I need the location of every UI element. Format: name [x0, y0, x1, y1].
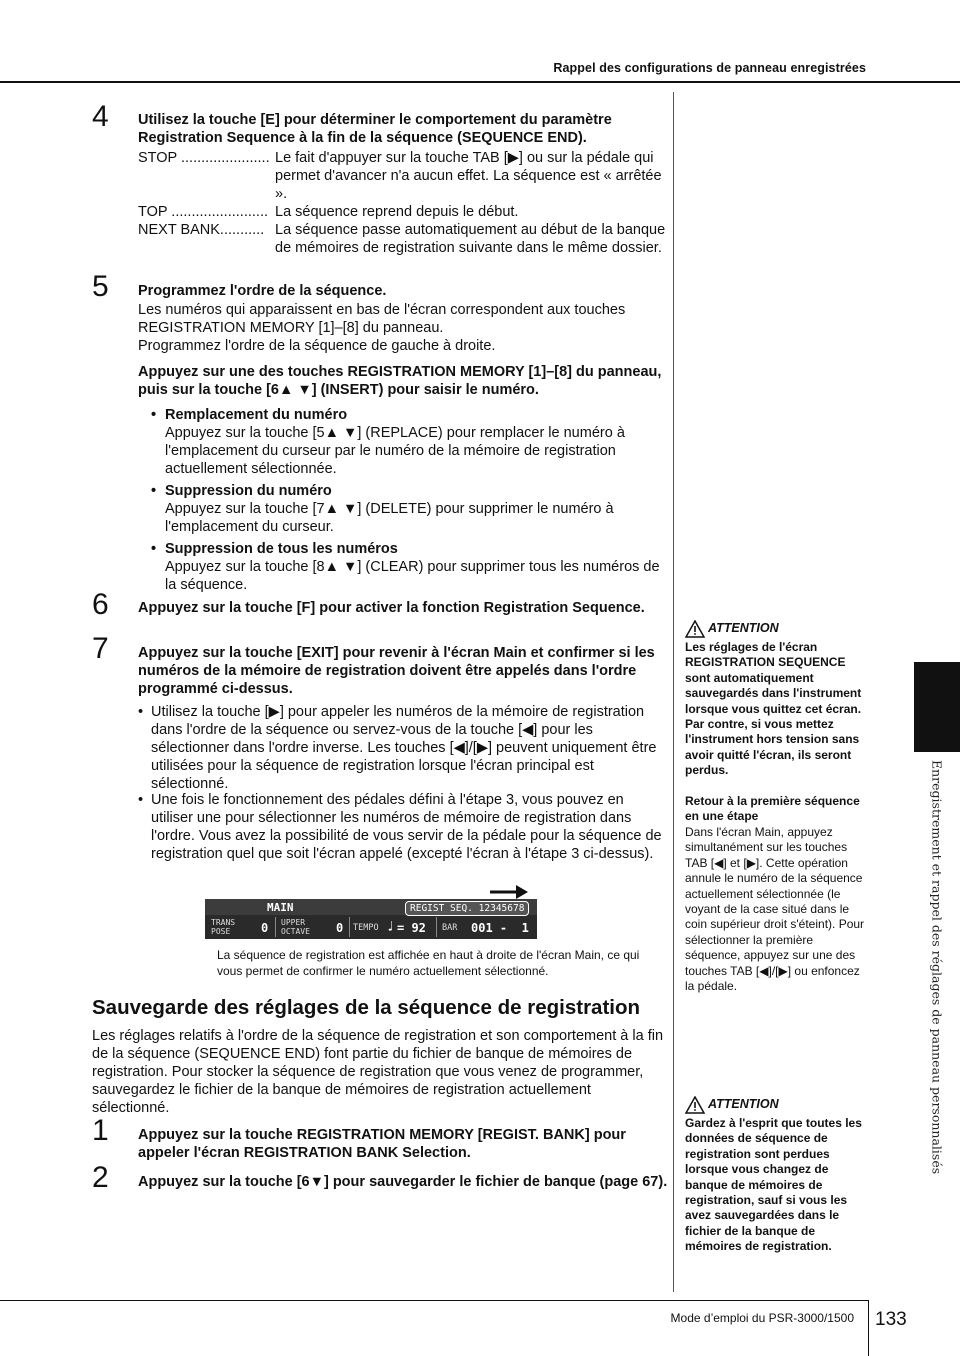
- note-icon: ♩: [386, 919, 395, 935]
- footer-separator: [868, 1300, 869, 1356]
- option-description: Le fait d'appuyer sur la touche TAB [▶] ou sur la pédale qui permet d'avancer n'a aucun effet. La séquence est « arrêtée ».: [275, 150, 662, 202]
- column-divider: [673, 92, 674, 1292]
- bullet-replace-text: Appuyez sur la touche [5▲ ▼] (REPLACE) pour remplacer le numéro à l'emplacement du curseur par le numéro de la mémoire de registration actuellement sélectionnée.: [165, 425, 625, 477]
- lcd-pose: POSE: [211, 927, 231, 936]
- bullet-dot: •: [138, 792, 144, 808]
- lcd-regist-value: 12345678: [478, 903, 525, 914]
- bullet-clear-heading: Suppression de tous les numéros: [165, 541, 398, 557]
- lcd-main-screen: [205, 899, 537, 939]
- lcd-trans: TRANS: [211, 918, 236, 927]
- bullet-delete-heading: Suppression du numéro: [165, 483, 332, 499]
- bullet-clear-text: Appuyez sur la touche [8▲ ▼] (CLEAR) pour supprimer tous les numéros de la séquence.: [165, 559, 660, 593]
- lcd-regist-seq-box: [405, 901, 529, 916]
- lcd-octave: OCTAVE: [281, 927, 310, 936]
- footer-manual-title: Mode d’emploi du PSR-3000/1500: [670, 1311, 854, 1325]
- warning-triangle-icon: [685, 1096, 705, 1114]
- step-6-title: Appuyez sur la touche [F] pour activer la fonction Registration Sequence.: [138, 600, 645, 616]
- step-7-bullet-2: Une fois le fonctionnement des pédales défini à l'étape 3, vous pouvez en utiliser une pour sélectionner les numéros de mémoire de registration dans l'ordre. Vous avez la possibilité de vous servir de la pédale pour la séquence de registration quel que soit l'écran appelé (excepté l'écran à l'étape 3 ci-dessus).: [151, 792, 662, 862]
- lcd-title: MAIN: [267, 901, 294, 914]
- chapter-tab-label-wrapper: [914, 760, 960, 1175]
- running-header: Rappel des configurations de panneau enregistrées: [553, 61, 866, 75]
- step-4-title: Utilisez la touche [E] pour déterminer le comportement du paramètre Registration Sequence à la fin de la séquence (SEQUENCE END).: [138, 112, 612, 146]
- attention-text-1: Les réglages de l'écran REGISTRATION SEQUENCE sont automatiquement sauvegardés dans l'instrument lorsque vous quittez cet écran. Par contre, si vous mettez l'instrument hors tension sans avoir quitté l'écran, ils seront perdus.: [685, 640, 862, 778]
- option-top: [138, 203, 668, 221]
- lcd-tempo-value: = 92: [397, 921, 426, 935]
- lcd-bar-label: BAR: [442, 923, 458, 933]
- note-text: Dans l'écran Main, appuyez simultanément sur les touches TAB [◀] et [▶]. Cette opération annule le numéro de la séquence actuellement sélectionnée (le voyant de la case situé dans le coin supérieur droit s'éteint). Pour sélectionner la première séquence, appuyez sur une des touches TAB [◀]/[▶] ou enfoncez la pédale.: [685, 825, 865, 994]
- attention-label-2: ATTENTION: [708, 1097, 779, 1111]
- bullet-dot: •: [138, 704, 144, 720]
- step-7-bullet-1: Utilisez la touche [▶] pour appeler les numéros de la mémoire de registration dans l'ordre de la séquence ou servez-vous de la touche [◀] pour les sélectionner dans l'ordre inverse. Les touches [◀]/[▶] peuvent uniquement être utilisées pour la séquence de registration lorsque l'écran principal est sélectionné.: [151, 704, 657, 792]
- save-step-2-text: Appuyez sur la touche [6▼] pour sauvegarder le fichier de banque (page 67).: [138, 1174, 668, 1190]
- lcd-trans-value: 0: [261, 921, 269, 935]
- section-heading: Sauvegarde des réglages de la séquence de registration: [92, 996, 641, 1019]
- lcd-regist-label: REGIST SEQ.: [410, 903, 473, 914]
- step-7-number: 7: [92, 632, 109, 665]
- section-intro: Les réglages relatifs à l'ordre de la séquence de registration et son comportement à la fin de la séquence (SEQUENCE END) font partie du fichier de banque de mémoires de registration. Pour stocker la séquence de registration que vous venez de programmer, sauvegardez le fichier de la banque de mémoires de registration actuellement sélectionné.: [92, 1028, 664, 1116]
- step-5-instruction: Appuyez sur une des touches REGISTRATION MEMORY [1]–[8] du panneau, puis sur la touche [6▲ ▼] (INSERT) pour saisir le numéro.: [138, 364, 662, 398]
- bullet-replace-heading: Remplacement du numéro: [165, 407, 348, 423]
- lcd-divider: [349, 917, 350, 937]
- step-5-number: 5: [92, 270, 109, 303]
- save-step-1-text: Appuyez sur la touche REGISTRATION MEMORY [REGIST. BANK] pour appeler l'écran REGISTRATION BANK Selection.: [138, 1127, 626, 1161]
- footer-rule: [0, 1300, 868, 1301]
- bullet-dot: •: [151, 407, 157, 423]
- sequence-end-options: [138, 149, 668, 257]
- chapter-tab: [914, 662, 960, 752]
- lcd-upper-octave-label: [281, 918, 310, 936]
- attention-label-1: ATTENTION: [708, 621, 779, 635]
- lcd-bar-value: 001 - 1: [471, 921, 529, 935]
- bullet-dot: •: [151, 541, 157, 557]
- header-rule: [0, 81, 960, 83]
- option-term: NEXT BANK...........: [138, 222, 265, 238]
- chapter-tab-label: Enregistrement et rappel des réglages de panneau personnalisés: [929, 760, 945, 1175]
- lcd-upper-value: 0: [336, 921, 344, 935]
- lcd-upper: UPPER: [281, 918, 306, 927]
- step-7-title: Appuyez sur la touche [EXIT] pour revenir à l'écran Main et confirmer si les numéros de la mémoire de registration doivent être appelés dans l'ordre programmé ci-dessus.: [138, 645, 655, 697]
- step-5-paragraph-2: Programmez l'ordre de la séquence de gauche à droite.: [138, 338, 496, 354]
- lcd-divider: [275, 917, 276, 937]
- note-title: Retour à la première séquence en une étape: [685, 794, 860, 824]
- bullet-delete-text: Appuyez sur la touche [7▲ ▼] (DELETE) pour supprimer le numéro à l'emplacement du curseur.: [165, 501, 614, 535]
- option-next-bank: [138, 221, 668, 257]
- step-4-number: 4: [92, 100, 109, 133]
- option-description: La séquence reprend depuis le début.: [275, 204, 519, 220]
- page-number: 133: [875, 1309, 907, 1330]
- lcd-divider: [436, 917, 437, 937]
- option-description: La séquence passe automatiquement au début de la banque de mémoires de registration suivante dans le même dossier.: [275, 222, 666, 256]
- option-term: STOP ......................: [138, 150, 270, 166]
- lcd-tempo-label: TEMPO: [353, 923, 379, 933]
- option-stop: [138, 149, 668, 203]
- bullet-dot: •: [151, 483, 157, 499]
- step-6-number: 6: [92, 588, 109, 621]
- option-term: TOP ........................: [138, 204, 268, 220]
- warning-triangle-icon: [685, 620, 705, 638]
- lcd-trans-label: [211, 918, 235, 936]
- attention-text-2: Gardez à l'esprit que toutes les données de séquence de registration sont perdues lorsque vous changez de banque de mémoires de registration, sauf si vous les avez sauvegardées dans le fichier de la banque de mémoires de registration.: [685, 1116, 862, 1254]
- step-5-paragraph-1: Les numéros qui apparaissent en bas de l'écran correspondent aux touches REGISTRATION MEMORY [1]–[8] du panneau.: [138, 302, 626, 336]
- screen-caption: La séquence de registration est affichée en haut à droite de l'écran Main, ce qui vous permet de confirmer le numéro actuellement sélectionné.: [217, 948, 640, 978]
- step-5-title: Programmez l'ordre de la séquence.: [138, 283, 387, 299]
- save-step-2-number: 2: [92, 1161, 109, 1194]
- save-step-1-number: 1: [92, 1114, 109, 1147]
